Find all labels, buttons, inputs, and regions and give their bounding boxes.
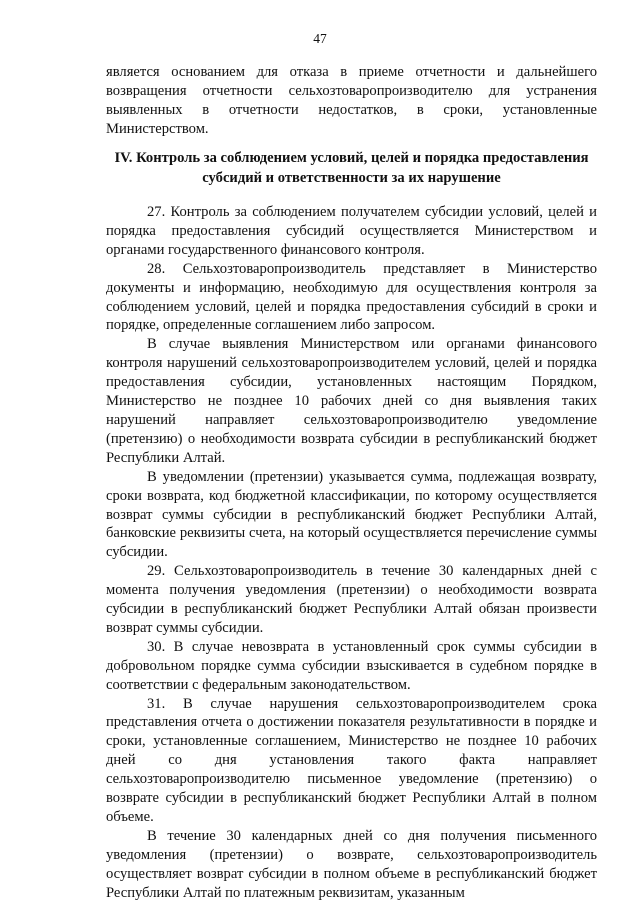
- paragraph-31-return-term: В течение 30 календарных дней со дня получения письменного уведомления (претензии) о возврате, сельхозтоваропроизводитель осуществляет возврат субсидии в полном объеме в республиканский бюджет Республики Алтай по платежным реквизитам, указанным: [106, 827, 597, 901]
- section-heading: IV. Контроль за соблюдением условий, целей и порядка предоставления субсидий и ответственности за их нарушение: [114, 150, 589, 186]
- paragraph-29: 29. Сельхозтоваропроизводитель в течение 30 календарных дней с момента получения уведомления (претензии) о необходимости возврата субсидии в республиканский бюджет Республики Алтай обязан произвести возврат суммы субсидии.: [106, 563, 597, 636]
- paragraph-27: 27. Контроль за соблюдением получателем субсидии условий, целей и порядка предоставления субсидий осуществляется Министерством и органами государственного финансового контроля.: [106, 204, 597, 258]
- section-body: [106, 203, 597, 903]
- paragraph-28-violations: В случае выявления Министерством или органами финансового контроля нарушений сельхозтоваропроизводителем условий, целей и порядка предоставления субсидии, установленных настоящим Порядком, Министерство не позднее 10 рабочих дней со дня выявления таких нарушений направляет сельхозтоваропроизводителю уведомление (претензию) о необходимости возврата субсидии в республиканский бюджет Республики Алтай.: [106, 336, 597, 466]
- paragraph-28-notice-contents: В уведомлении (претензии) указывается сумма, подлежащая возврату, сроки возврата, код бюджетной классификации, по которому осуществляется возврат суммы субсидии в республиканский бюджет Республики Алтай, банковские реквизиты счета, на который осуществляется перечисление суммы субсидии.: [106, 468, 597, 561]
- paragraph-28: 28. Сельхозтоваропроизводитель представляет в Министерство документы и информацию, необходимую для осуществления контроля за соблюдением условий, целей и порядка предоставления субсидий в сроки и порядке, определенные соглашением либо запросом.: [106, 260, 597, 334]
- intro-text-block: [106, 63, 597, 139]
- intro-paragraph: является основанием для отказа в приеме отчетности и дальнейшего возвращения отчетности сельхозтоваропроизводителю для устранения выявленных в отчетности недостатков, в сроки, установленные Министерством.: [106, 64, 597, 137]
- paragraph-31: 31. В случае нарушения сельхозтоваропроизводителем срока представления отчета о достижении показателя результативности в порядке и сроки, установленные соглашением, Министерство не позднее 10 рабочих дней со дня установления такого факта направляет сельхозтоваропроизводителю письменное уведомление (претензию) о возврате субсидии в республиканский бюджет Республики Алтай в полном объеме.: [106, 695, 597, 825]
- paragraph-30: 30. В случае невозврата в установленный срок суммы субсидии в добровольном порядке сумма субсидии взыскивается в судебном порядке в соответствии с федеральным законодательством.: [106, 638, 597, 693]
- page-number: 47: [313, 31, 327, 46]
